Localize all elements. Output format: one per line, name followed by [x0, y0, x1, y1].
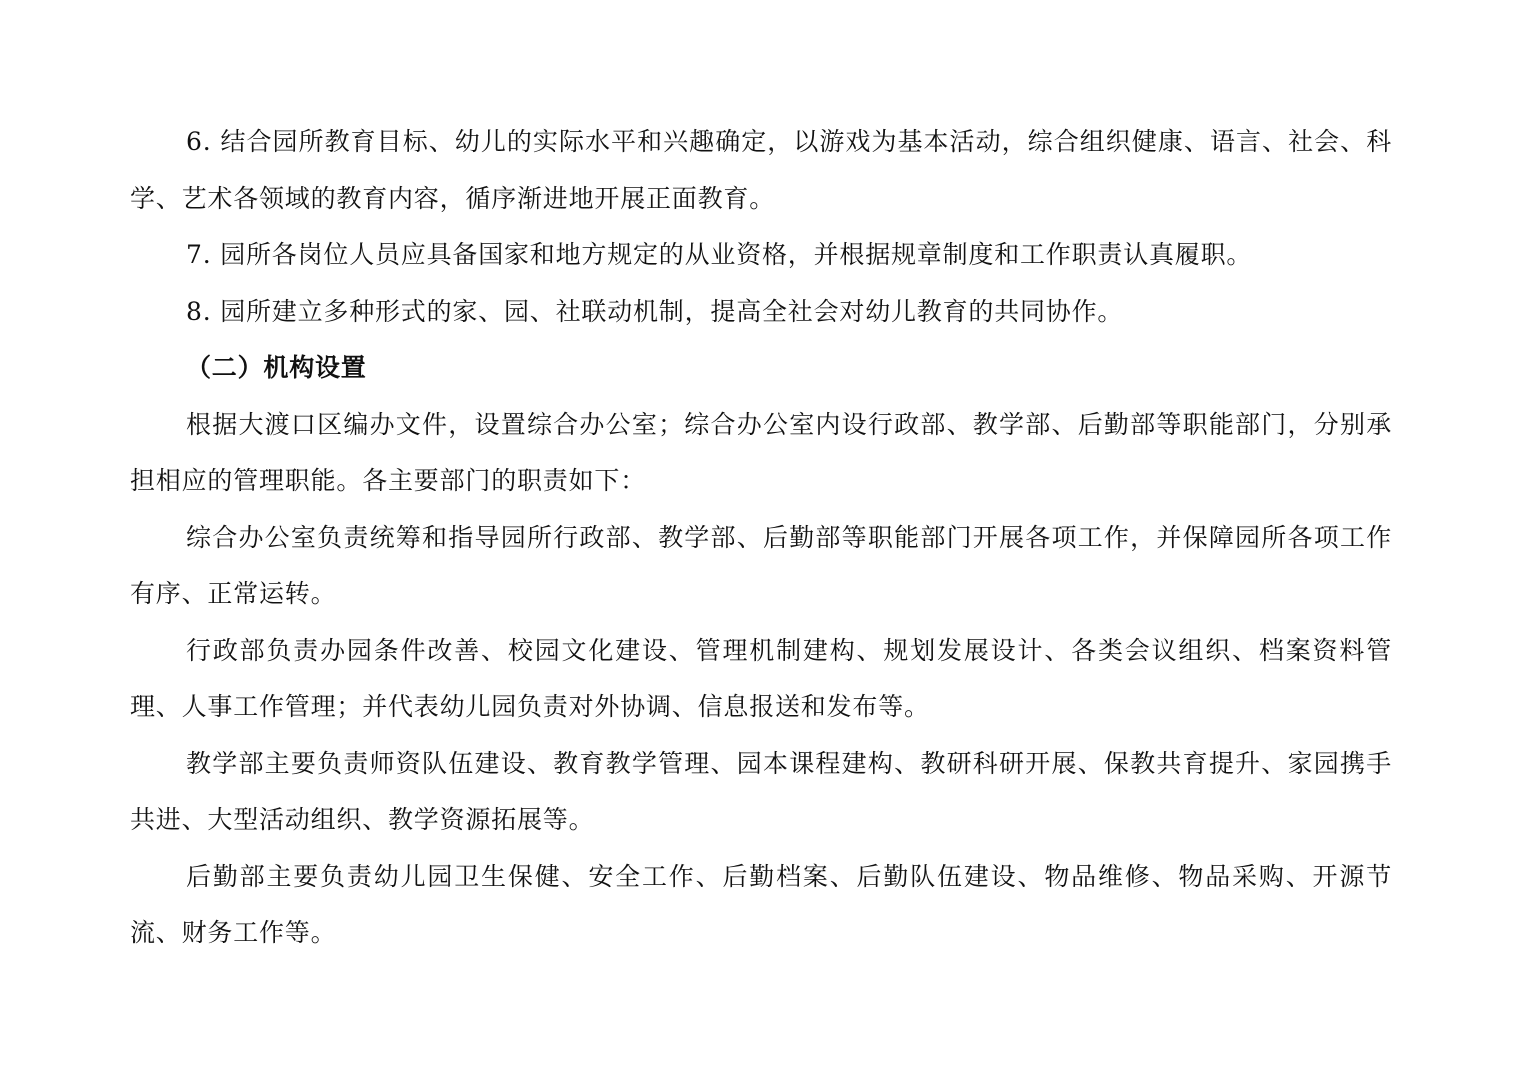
- paragraph-logistics-dept: 后勤部主要负责幼儿园卫生保健、安全工作、后勤档案、后勤队伍建设、物品维修、物品采购、开源节流、财务工作等。: [130, 861, 1392, 947]
- paragraph-general-office: 综合办公室负责统筹和指导园所行政部、教学部、后勤部等职能部门开展各项工作，并保障园所各项工作有序、正常运转。: [130, 522, 1392, 608]
- paragraph-teaching-dept: 教学部主要负责师资队伍建设、教育教学管理、园本课程建构、教研科研开展、保教共育提升、家园携手共进、大型活动组织、教学资源拓展等。: [130, 748, 1392, 834]
- paragraph-organization-intro: 根据大渡口区编办文件，设置综合办公室；综合办公室内设行政部、教学部、后勤部等职能部门，分别承担相应的管理职能。各主要部门的职责如下：: [130, 409, 1392, 495]
- document-body: [130, 114, 1392, 962]
- section-heading: （二）机构设置: [186, 353, 367, 382]
- paragraph-item-7: 7. 园所各岗位人员应具备国家和地方规定的从业资格，并根据规章制度和工作职责认真履职。: [186, 240, 1253, 269]
- paragraph-item-8: 8. 园所建立多种形式的家、园、社联动机制，提高全社会对幼儿教育的共同协作。: [186, 296, 1124, 326]
- paragraph-item-6: 6. 结合园所教育目标、幼儿的实际水平和兴趣确定，以游戏为基本活动，综合组织健康、语言、社会、科学、艺术各领域的教育内容，循序渐进地开展正面教育。: [130, 127, 1392, 213]
- paragraph-administration-dept: 行政部负责办园条件改善、校园文化建设、管理机制建构、规划发展设计、各类会议组织、档案资料管理、人事工作管理；并代表幼儿园负责对外协调、信息报送和发布等。: [130, 635, 1392, 721]
